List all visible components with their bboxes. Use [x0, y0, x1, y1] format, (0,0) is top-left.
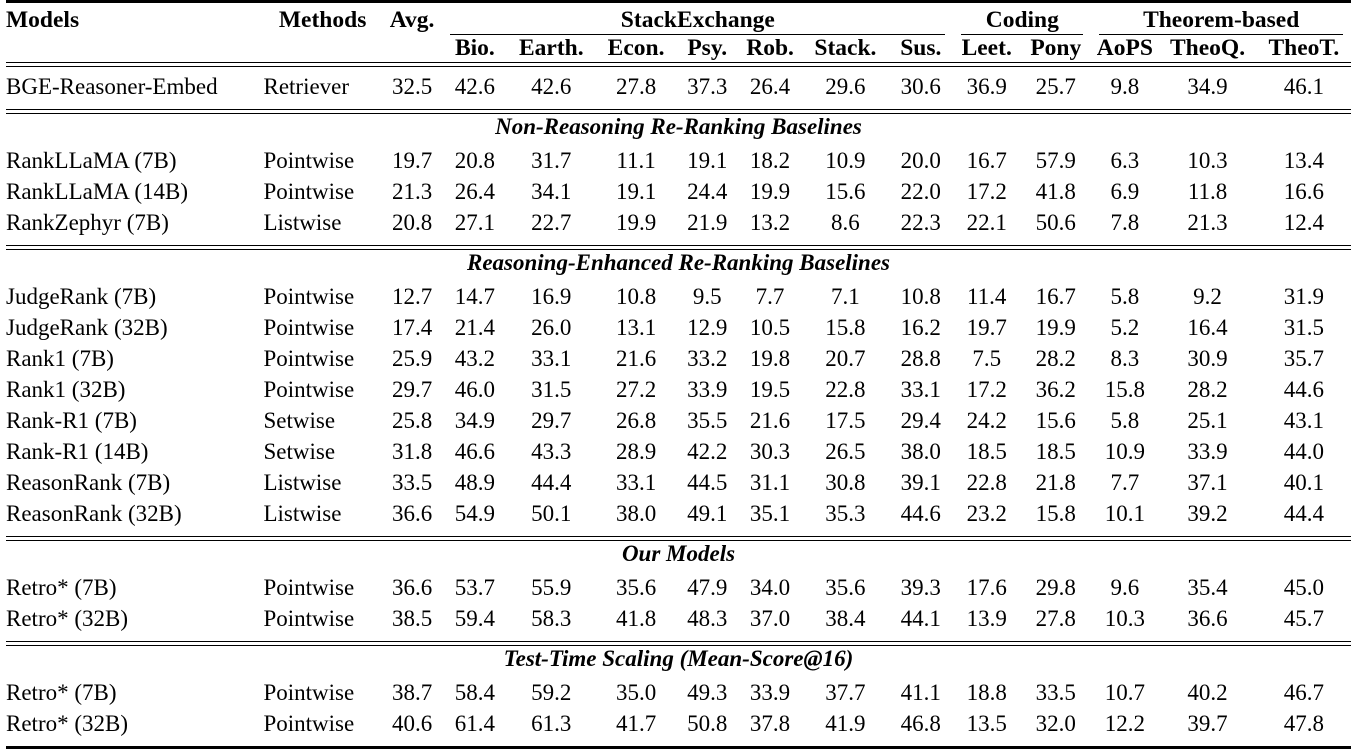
cell-psy: 42.2 [677, 439, 738, 470]
cell-aops: 9.6 [1091, 575, 1158, 606]
cell-theoq: 36.6 [1158, 606, 1256, 637]
cell-psy: 49.1 [677, 501, 738, 532]
cell-stack: 8.6 [803, 210, 889, 241]
cell-pony: 15.8 [1020, 501, 1091, 532]
cell-earth: 33.1 [507, 346, 595, 377]
cell-method: Pointwise [263, 148, 381, 179]
cell-psy: 33.2 [677, 346, 738, 377]
cell-theoq: 9.2 [1158, 284, 1256, 315]
cell-psy: 48.3 [677, 606, 738, 637]
cell-psy: 24.4 [677, 179, 738, 210]
cell-method: Listwise [263, 210, 381, 241]
table-body [6, 67, 1351, 748]
cell-rob: 35.1 [738, 501, 803, 532]
cell-rob: 13.2 [738, 210, 803, 241]
cell-bio: 26.4 [442, 179, 507, 210]
cell-theot: 46.7 [1257, 680, 1351, 711]
cell-rob: 37.8 [738, 711, 803, 742]
cell-econ: 35.6 [595, 575, 677, 606]
table-row[interactable] [6, 711, 1351, 742]
cell-aops: 9.8 [1091, 74, 1158, 105]
cell-stack: 35.6 [803, 575, 889, 606]
cell-econ: 10.8 [595, 284, 677, 315]
table-row[interactable] [6, 210, 1351, 241]
cell-sus: 20.0 [888, 148, 953, 179]
cell-bio: 53.7 [442, 575, 507, 606]
cell-econ: 38.0 [595, 501, 677, 532]
cell-earth: 55.9 [507, 575, 595, 606]
cell-model: JudgeRank (7B) [6, 284, 263, 315]
cell-leet: 23.2 [953, 501, 1020, 532]
cell-pony: 25.7 [1020, 74, 1091, 105]
cell-aops: 10.7 [1091, 680, 1158, 711]
cell-sus: 41.1 [888, 680, 953, 711]
table-row[interactable] [6, 315, 1351, 346]
cell-earth: 61.3 [507, 711, 595, 742]
cell-leet: 22.1 [953, 210, 1020, 241]
cell-econ: 19.1 [595, 179, 677, 210]
cell-model: Retro* (7B) [6, 575, 263, 606]
cell-model: ReasonRank (32B) [6, 501, 263, 532]
column-header-leet: Leet. [953, 35, 1020, 63]
group-header-theorem [1091, 7, 1351, 35]
cell-leet: 7.5 [953, 346, 1020, 377]
cell-econ: 13.1 [595, 315, 677, 346]
cell-econ: 33.1 [595, 470, 677, 501]
cell-econ: 28.9 [595, 439, 677, 470]
cell-earth: 44.4 [507, 470, 595, 501]
cell-theot: 45.0 [1257, 575, 1351, 606]
cell-pony: 19.9 [1020, 315, 1091, 346]
cell-aops: 7.8 [1091, 210, 1158, 241]
cell-rob: 26.4 [738, 74, 803, 105]
cell-stack: 7.1 [803, 284, 889, 315]
cell-model: Rank-R1 (7B) [6, 408, 263, 439]
cell-pony: 33.5 [1020, 680, 1091, 711]
cell-aops: 6.3 [1091, 148, 1158, 179]
table-header [6, 2, 1351, 67]
cell-psy: 33.9 [677, 377, 738, 408]
cell-avg: 31.8 [382, 439, 443, 470]
cell-avg: 12.7 [382, 284, 443, 315]
cell-theot: 44.6 [1257, 377, 1351, 408]
cell-econ: 11.1 [595, 148, 677, 179]
cell-theoq: 40.2 [1158, 680, 1256, 711]
cell-bio: 20.8 [442, 148, 507, 179]
cell-theot: 12.4 [1257, 210, 1351, 241]
table-row[interactable] [6, 377, 1351, 408]
cell-rob: 34.0 [738, 575, 803, 606]
cell-earth: 26.0 [507, 315, 595, 346]
section-header-row [6, 541, 1351, 576]
cell-bio: 61.4 [442, 711, 507, 742]
cell-aops: 7.7 [1091, 470, 1158, 501]
section-label-test-time-scaling: Test-Time Scaling (Mean-Score@16) [6, 646, 1351, 681]
cell-theoq: 39.7 [1158, 711, 1256, 742]
group-header-theorem-label: Theorem-based [1143, 7, 1299, 33]
cell-econ: 35.0 [595, 680, 677, 711]
cell-rob: 7.7 [738, 284, 803, 315]
cell-psy: 50.8 [677, 711, 738, 742]
cell-model: Retro* (32B) [6, 711, 263, 742]
cell-pony: 27.8 [1020, 606, 1091, 637]
cell-bio: 21.4 [442, 315, 507, 346]
cell-avg: 36.6 [382, 575, 443, 606]
cell-earth: 58.3 [507, 606, 595, 637]
cell-psy: 37.3 [677, 74, 738, 105]
column-header-methods: Methods [263, 7, 381, 63]
cell-earth: 34.1 [507, 179, 595, 210]
column-header-bio: Bio. [442, 35, 507, 63]
cell-theoq: 35.4 [1158, 575, 1256, 606]
table-row[interactable] [6, 470, 1351, 501]
column-header-avg: Avg. [382, 7, 443, 63]
cell-method: Retriever [263, 74, 381, 105]
cell-bio: 46.0 [442, 377, 507, 408]
cell-aops: 5.2 [1091, 315, 1158, 346]
cell-earth: 42.6 [507, 74, 595, 105]
cell-stack: 35.3 [803, 501, 889, 532]
group-header-coding [953, 7, 1091, 35]
table-row[interactable] [6, 284, 1351, 315]
cell-bio: 46.6 [442, 439, 507, 470]
cell-psy: 44.5 [677, 470, 738, 501]
column-header-earth: Earth. [507, 35, 595, 63]
cell-method: Listwise [263, 470, 381, 501]
cell-leet: 36.9 [953, 74, 1020, 105]
cell-stack: 41.9 [803, 711, 889, 742]
cell-leet: 18.5 [953, 439, 1020, 470]
cell-method: Pointwise [263, 179, 381, 210]
cell-sus: 39.1 [888, 470, 953, 501]
cell-bio: 54.9 [442, 501, 507, 532]
table-row[interactable] [6, 680, 1351, 711]
cell-econ: 41.7 [595, 711, 677, 742]
cell-stack: 29.6 [803, 74, 889, 105]
column-header-econ: Econ. [595, 35, 677, 63]
cell-theot: 13.4 [1257, 148, 1351, 179]
cell-stack: 10.9 [803, 148, 889, 179]
cell-earth: 31.5 [507, 377, 595, 408]
section-label-our-models: Our Models [6, 541, 1351, 576]
cell-sus: 33.1 [888, 377, 953, 408]
cell-stack: 15.6 [803, 179, 889, 210]
cell-bio: 43.2 [442, 346, 507, 377]
cell-method: Pointwise [263, 377, 381, 408]
table-row[interactable] [6, 501, 1351, 532]
column-header-psy: Psy. [677, 35, 738, 63]
section-header-row [6, 114, 1351, 149]
cell-econ: 27.8 [595, 74, 677, 105]
cell-stack: 20.7 [803, 346, 889, 377]
cell-earth: 43.3 [507, 439, 595, 470]
cell-theoq: 16.4 [1158, 315, 1256, 346]
cell-method: Pointwise [263, 575, 381, 606]
section-top-spacer-retriever [6, 67, 1351, 75]
cell-theot: 45.7 [1257, 606, 1351, 637]
cell-aops: 10.3 [1091, 606, 1158, 637]
cell-rob: 19.5 [738, 377, 803, 408]
cell-rob: 21.6 [738, 408, 803, 439]
section-label-non-reasoning-baselines: Non-Reasoning Re-Ranking Baselines [6, 114, 1351, 149]
cell-avg: 33.5 [382, 470, 443, 501]
cell-pony: 36.2 [1020, 377, 1091, 408]
cell-sus: 28.8 [888, 346, 953, 377]
cell-pony: 57.9 [1020, 148, 1091, 179]
cell-bio: 42.6 [442, 74, 507, 105]
cell-model: Retro* (32B) [6, 606, 263, 637]
cell-theot: 47.8 [1257, 711, 1351, 742]
cell-sus: 16.2 [888, 315, 953, 346]
cell-pony: 16.7 [1020, 284, 1091, 315]
cell-psy: 21.9 [677, 210, 738, 241]
cell-sus: 39.3 [888, 575, 953, 606]
cell-psy: 49.3 [677, 680, 738, 711]
cell-rob: 10.5 [738, 315, 803, 346]
cell-stack: 15.8 [803, 315, 889, 346]
cell-stack: 22.8 [803, 377, 889, 408]
cell-rob: 37.0 [738, 606, 803, 637]
cell-earth: 31.7 [507, 148, 595, 179]
cell-econ: 26.8 [595, 408, 677, 439]
cell-stack: 37.7 [803, 680, 889, 711]
group-header-stackexchange-label: StackExchange [621, 7, 775, 33]
table-row[interactable] [6, 74, 1351, 105]
cell-stack: 30.8 [803, 470, 889, 501]
cell-aops: 10.9 [1091, 439, 1158, 470]
cell-psy: 9.5 [677, 284, 738, 315]
cell-bio: 48.9 [442, 470, 507, 501]
group-header-coding-label: Coding [986, 7, 1059, 33]
cell-avg: 38.5 [382, 606, 443, 637]
cell-avg: 17.4 [382, 315, 443, 346]
cell-avg: 32.5 [382, 74, 443, 105]
cell-stack: 17.5 [803, 408, 889, 439]
table-row[interactable] [6, 148, 1351, 179]
cell-avg: 25.8 [382, 408, 443, 439]
cell-bio: 59.4 [442, 606, 507, 637]
cell-avg: 40.6 [382, 711, 443, 742]
cell-pony: 41.8 [1020, 179, 1091, 210]
section-header-row [6, 250, 1351, 285]
cell-model: Rank1 (32B) [6, 377, 263, 408]
cell-method: Setwise [263, 408, 381, 439]
cell-econ: 19.9 [595, 210, 677, 241]
cell-earth: 59.2 [507, 680, 595, 711]
column-header-pony: Pony [1020, 35, 1091, 63]
cell-econ: 21.6 [595, 346, 677, 377]
table-row[interactable] [6, 179, 1351, 210]
cell-aops: 10.1 [1091, 501, 1158, 532]
cell-leet: 18.8 [953, 680, 1020, 711]
cell-leet: 24.2 [953, 408, 1020, 439]
cell-model: Retro* (7B) [6, 680, 263, 711]
cell-model: Rank-R1 (14B) [6, 439, 263, 470]
cell-model: RankZephyr (7B) [6, 210, 263, 241]
cell-theoq: 39.2 [1158, 501, 1256, 532]
cell-avg: 25.9 [382, 346, 443, 377]
cell-pony: 32.0 [1020, 711, 1091, 742]
cell-aops: 5.8 [1091, 408, 1158, 439]
cell-aops: 6.9 [1091, 179, 1158, 210]
cell-rob: 19.8 [738, 346, 803, 377]
cell-psy: 19.1 [677, 148, 738, 179]
column-header-theoq: TheoQ. [1158, 35, 1256, 63]
cell-psy: 35.5 [677, 408, 738, 439]
cell-sus: 46.8 [888, 711, 953, 742]
cell-leet: 22.8 [953, 470, 1020, 501]
table-row[interactable] [6, 575, 1351, 606]
cell-model: BGE-Reasoner-Embed [6, 74, 263, 105]
header-group-row [6, 7, 1351, 35]
cell-avg: 21.3 [382, 179, 443, 210]
cell-theoq: 28.2 [1158, 377, 1256, 408]
cell-sus: 10.8 [888, 284, 953, 315]
cell-stack: 38.4 [803, 606, 889, 637]
cell-method: Pointwise [263, 606, 381, 637]
cell-leet: 19.7 [953, 315, 1020, 346]
cell-leet: 17.2 [953, 179, 1020, 210]
cell-theot: 43.1 [1257, 408, 1351, 439]
column-header-stack: Stack. [803, 35, 889, 63]
cell-theot: 40.1 [1257, 470, 1351, 501]
cell-leet: 13.9 [953, 606, 1020, 637]
cell-model: RankLLaMA (7B) [6, 148, 263, 179]
table-row[interactable] [6, 439, 1351, 470]
cell-leet: 17.2 [953, 377, 1020, 408]
cell-theoq: 34.9 [1158, 74, 1256, 105]
cell-aops: 8.3 [1091, 346, 1158, 377]
cell-theot: 16.6 [1257, 179, 1351, 210]
cell-pony: 18.5 [1020, 439, 1091, 470]
cell-theoq: 21.3 [1158, 210, 1256, 241]
table-row[interactable] [6, 606, 1351, 637]
cell-earth: 22.7 [507, 210, 595, 241]
cell-theoq: 37.1 [1158, 470, 1256, 501]
cell-theot: 31.5 [1257, 315, 1351, 346]
cell-method: Pointwise [263, 711, 381, 742]
cell-pony: 21.8 [1020, 470, 1091, 501]
cell-sus: 22.0 [888, 179, 953, 210]
cell-rob: 30.3 [738, 439, 803, 470]
column-header-aops: AoPS [1091, 35, 1158, 63]
column-header-theot: TheoT. [1257, 35, 1351, 63]
cell-method: Pointwise [263, 680, 381, 711]
cell-theot: 46.1 [1257, 74, 1351, 105]
cell-bio: 14.7 [442, 284, 507, 315]
cell-method: Listwise [263, 501, 381, 532]
cell-method: Pointwise [263, 315, 381, 346]
cell-aops: 12.2 [1091, 711, 1158, 742]
cell-method: Pointwise [263, 346, 381, 377]
cell-theoq: 30.9 [1158, 346, 1256, 377]
cell-avg: 20.8 [382, 210, 443, 241]
section-label-reasoning-enhanced-baselines: Reasoning-Enhanced Re-Ranking Baselines [6, 250, 1351, 285]
cell-theoq: 33.9 [1158, 439, 1256, 470]
cell-method: Setwise [263, 439, 381, 470]
column-header-sus: Sus. [888, 35, 953, 63]
cell-rob: 19.9 [738, 179, 803, 210]
cell-aops: 5.8 [1091, 284, 1158, 315]
cell-model: JudgeRank (32B) [6, 315, 263, 346]
section-header-row [6, 646, 1351, 681]
cell-stack: 26.5 [803, 439, 889, 470]
cell-psy: 12.9 [677, 315, 738, 346]
cell-model: ReasonRank (7B) [6, 470, 263, 501]
column-header-models: Models [6, 7, 263, 63]
cell-pony: 15.6 [1020, 408, 1091, 439]
cell-psy: 47.9 [677, 575, 738, 606]
group-header-stackexchange [442, 7, 953, 35]
cell-theoq: 11.8 [1158, 179, 1256, 210]
cell-leet: 13.5 [953, 711, 1020, 742]
cell-rob: 31.1 [738, 470, 803, 501]
cell-pony: 28.2 [1020, 346, 1091, 377]
cell-theoq: 25.1 [1158, 408, 1256, 439]
cell-econ: 27.2 [595, 377, 677, 408]
cell-theot: 44.4 [1257, 501, 1351, 532]
cell-bio: 34.9 [442, 408, 507, 439]
cell-leet: 11.4 [953, 284, 1020, 315]
cell-sus: 29.4 [888, 408, 953, 439]
cell-avg: 38.7 [382, 680, 443, 711]
cell-theot: 31.9 [1257, 284, 1351, 315]
table-row[interactable] [6, 408, 1351, 439]
results-table [6, 0, 1351, 749]
cell-rob: 33.9 [738, 680, 803, 711]
cell-pony: 29.8 [1020, 575, 1091, 606]
cell-leet: 16.7 [953, 148, 1020, 179]
cell-theot: 35.7 [1257, 346, 1351, 377]
cell-econ: 41.8 [595, 606, 677, 637]
cell-model: RankLLaMA (14B) [6, 179, 263, 210]
cell-avg: 19.7 [382, 148, 443, 179]
table-row[interactable] [6, 346, 1351, 377]
cell-earth: 16.9 [507, 284, 595, 315]
cell-avg: 36.6 [382, 501, 443, 532]
cell-sus: 44.1 [888, 606, 953, 637]
cell-method: Pointwise [263, 284, 381, 315]
column-header-rob: Rob. [738, 35, 803, 63]
cell-leet: 17.6 [953, 575, 1020, 606]
cell-sus: 22.3 [888, 210, 953, 241]
cell-theoq: 10.3 [1158, 148, 1256, 179]
cell-sus: 44.6 [888, 501, 953, 532]
cell-bio: 27.1 [442, 210, 507, 241]
cell-pony: 50.6 [1020, 210, 1091, 241]
cell-aops: 15.8 [1091, 377, 1158, 408]
cell-rob: 18.2 [738, 148, 803, 179]
cell-sus: 38.0 [888, 439, 953, 470]
cell-earth: 29.7 [507, 408, 595, 439]
cell-earth: 50.1 [507, 501, 595, 532]
cell-avg: 29.7 [382, 377, 443, 408]
cell-bio: 58.4 [442, 680, 507, 711]
cell-sus: 30.6 [888, 74, 953, 105]
cell-theot: 44.0 [1257, 439, 1351, 470]
cell-model: Rank1 (7B) [6, 346, 263, 377]
